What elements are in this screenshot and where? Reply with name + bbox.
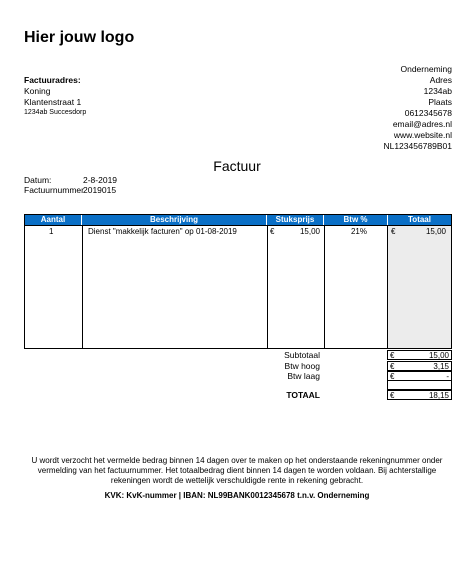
row-total: 15,00 — [425, 227, 446, 236]
company-vat-number: NL123456789B01 — [383, 141, 452, 151]
header-quantity: Aantal — [25, 215, 82, 225]
row-quantity: 1 — [49, 227, 54, 236]
subtotal-box — [387, 350, 452, 360]
payment-note: U wordt verzocht het vermelde bedrag binnen 14 dagen over te maken op het onderstaande rekeningnummer onder vermelding van het factuurnummer. Het totaalbedrag dient binnen 14 dagen te worden voldaan. Bij achterstallige rekeningen wordt de wettelijk verschuldigde rente in rekening gebracht. — [31, 456, 443, 485]
subtotal-currency: € — [390, 351, 395, 360]
header-description: Beschrijving — [82, 215, 267, 225]
column-divider — [82, 225, 83, 348]
empty-summary-box — [387, 380, 452, 390]
invoice-number-label: Factuurnummer — [24, 185, 84, 195]
total-value: 18,15 — [428, 391, 449, 400]
subtotal-value: 15,00 — [428, 351, 449, 360]
invoice-date-label: Datum: — [24, 175, 52, 185]
company-website: www.website.nl — [393, 130, 452, 140]
invoice-title: Factuur — [213, 158, 261, 174]
invoice-table — [24, 214, 452, 349]
company-phone: 0612345678 — [404, 108, 452, 118]
billing-city: 1234ab Succesdorp — [24, 109, 87, 116]
company-address: Adres — [429, 75, 452, 85]
billing-label: Factuuradres: — [24, 75, 81, 85]
total-currency: € — [390, 391, 395, 400]
vat-low-label: Btw laag — [287, 371, 320, 381]
company-city: Plaats — [428, 97, 452, 107]
company-postcode: 1234ab — [423, 86, 452, 96]
total-label: TOTAAL — [286, 390, 320, 400]
column-divider — [387, 225, 388, 348]
header-unit-price: Stuksprijs — [267, 215, 324, 225]
total-box — [387, 390, 452, 400]
vat-high-currency: € — [390, 362, 395, 371]
vat-low-currency: € — [390, 372, 395, 381]
header-total: Totaal — [388, 215, 451, 225]
header-vat: Btw % — [324, 215, 388, 225]
invoice-date-value: 2-8-2019 — [83, 175, 118, 185]
invoice-number-row — [24, 185, 117, 195]
vat-high-label: Btw hoog — [284, 361, 320, 371]
bank-info: KVK: KvK-nummer | IBAN: NL99BANK0012345678 t.n.v. Onderneming — [104, 491, 370, 500]
column-divider — [267, 225, 268, 348]
row-vat: 21% — [350, 227, 367, 236]
row-unit-price: 15,00 — [299, 227, 320, 236]
row-total-currency: € — [391, 227, 396, 236]
billing-name: Koning — [24, 86, 51, 96]
invoice-date-row — [24, 175, 118, 185]
row-unit-currency: € — [270, 227, 275, 236]
total-column-shade — [388, 226, 451, 348]
vat-low-value: - — [446, 372, 449, 381]
billing-street: Klantenstraat 1 — [24, 97, 82, 107]
company-name: Onderneming — [400, 64, 452, 74]
column-divider — [324, 225, 325, 348]
vat-high-value: 3,15 — [433, 362, 449, 371]
logo-text: Hier jouw logo — [24, 29, 135, 46]
invoice-number-value: 2019015 — [83, 185, 117, 195]
company-email: email@adres.nl — [392, 119, 452, 129]
subtotal-label: Subtotaal — [284, 350, 320, 360]
vat-high-box — [387, 361, 452, 371]
row-description: Dienst "makkelijk facturen" op 01-08-2019 — [88, 227, 237, 236]
